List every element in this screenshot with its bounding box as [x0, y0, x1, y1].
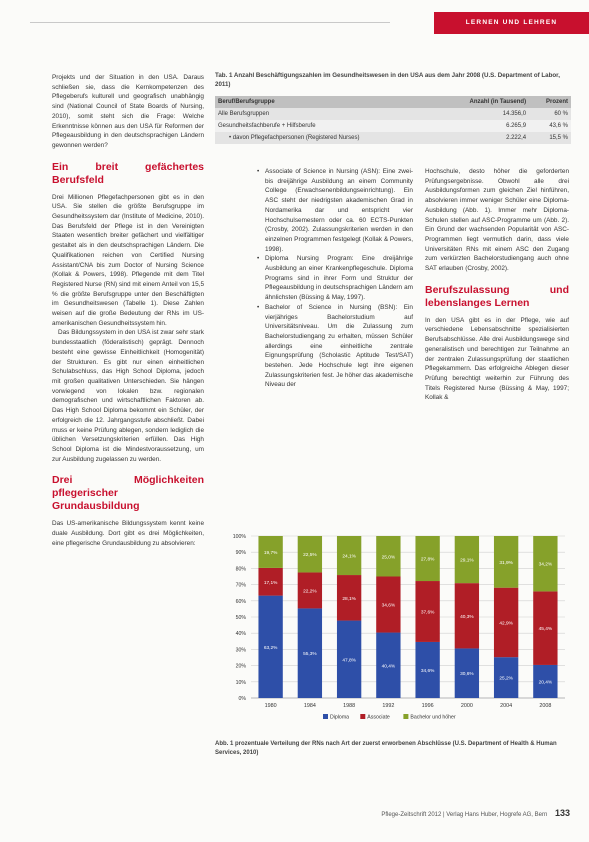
data-label: 20,4% [538, 680, 553, 686]
paragraph: Projekts und der Situation in den USA. Daraus schließen sie, dass die Kernkompetenzen des Pflegeberufs kulturell und geografisch unabhängig sind (National Council of State Boards of Nursing, 2010), somit steht sich die Frage: Welche Erkenntnisse können aus den USA für Reformen der Pflegeausbildung in den deutschsprachigen Ländern gewonnen werden? [52, 74, 204, 149]
x-tick-label: 2004 [500, 703, 513, 709]
legend-label: Diploma [330, 714, 350, 721]
legend-swatch [323, 714, 328, 719]
bullet-item: • Bachelor of Science in Nursing (BSN): Ein vierjähriges Bachelorstudium auf Universitätsniveau. Um die Zulassung zum Bachelorstudiengang zu erhalten, müssen Schüler allerdings eine einheitliche zentrale Eignungsprüfung (Scholastic Aptitude Test/SAT) bestehen. Jede Hochschule legt ihre eigenen Zulassungskriterien fest. Je höher das akademische Niveau der [257, 303, 413, 390]
data-label: 37,6% [420, 610, 435, 616]
table-cell: • davon Pflegefachpersonen (Registered Nurses) [215, 132, 436, 144]
x-tick-label: 1992 [382, 703, 395, 709]
employment-table [215, 96, 571, 144]
y-tick-label: 50% [235, 615, 246, 621]
data-label: 34,6% [420, 668, 435, 674]
y-tick-label: 0% [238, 696, 246, 702]
section-heading: Drei Möglichkeiten pflegerischer Grundausbildung [52, 474, 204, 513]
table-cell: 14.356,0 [436, 108, 530, 120]
data-label: 30,6% [460, 672, 474, 678]
section-heading: Ein breit gefächertes Berufsfeld [52, 160, 204, 186]
data-label: 34,6% [381, 603, 396, 609]
data-label: 25,2% [499, 676, 513, 682]
table-caption: Tab. 1 Anzahl Beschäftigungszahlen im Gesundheitswesen in den USA aus dem Jahr 2008 (U.S. Department of Labor, 2011) [215, 72, 560, 88]
data-label: 47,8% [342, 658, 356, 664]
table-cell: 60 % [529, 108, 571, 120]
data-label: 27,8% [420, 557, 435, 563]
data-label: 31,9% [499, 560, 513, 566]
page-footer [360, 808, 570, 818]
data-label: 22,2% [303, 589, 317, 595]
data-label: 22,5% [303, 553, 317, 559]
legend-swatch [360, 714, 365, 719]
bullet-item: • Diploma Nursing Program: Eine dreijährige Ausbildung an einer Krankenpflegeschule. Diploma Programs sind in ihrer Form und Struktur der Pflegeausbildung in deutschsprachigen Ländern am ähnlichsten (Büssing & May, 1997). [257, 254, 413, 303]
page-number: 133 [554, 808, 570, 818]
y-tick-label: 60% [235, 598, 246, 605]
data-label: 40,4% [381, 664, 396, 670]
y-tick-label: 70% [235, 582, 246, 589]
figure-chart [215, 528, 571, 728]
legend-swatch [403, 714, 408, 719]
data-label: 29,1% [460, 558, 474, 564]
table-cell: Alle Berufsgruppen [215, 108, 436, 120]
table-row [215, 108, 571, 120]
table-cell: 43,6 % [529, 120, 571, 132]
data-label: 40,3% [460, 614, 474, 620]
paragraph: Das Bildungssystem in den USA ist zwar sehr stark bundesstaatlich (föderalistisch) geprägt. Dennoch besteht eine gewisse Einheitlichkeit (Homogenität) der Strukturen. Es gibt nur einen einheitlichen Schulabschluss, das High School Diploma, jedoch mit großen qualitativen Unterschieden. Sie hängen vorwiegend von lokalen bzw. regionalen demografischen und wirtschaftlichen Faktoren ab. Das High School Diploma bekommt ein Schüler, der erfolgreich die 12. Jahrgangsstufe abschließt. Dabei muss er keine Prüfung ablegen, sondern lediglich die üblichen Versetzungskriterien erfüllen. Das High School Diploma ist die Mindestvoraussetzung, um zur Ausbildung zugelassen zu werden. [52, 329, 204, 463]
table-cell: Gesundheitsfachberufe + Hilfsberufe [215, 120, 436, 132]
paragraph: Drei Millionen Pflegefachpersonen gibt es in den USA. Sie stellen die größte Berufsgruppe im Gesundheitssystem dar (Institute of Medicine, 2010). Das Berufsfeld der Pflege ist in den Vereinigten Staaten wesentlich breiter gefächert und vielfältiger gestaltet als in den deutschsprachigen Ländern. Die Qualifikationen reichen von Certified Nursing Assistant/CNA bis zum Doctor of Nursing Science (Kollak & Powers, 1998). Pflegende mit dem Titel Registered Nurse (RN) sind mit einem Anteil von 15,5 % die größte Berufsgruppe unter den Beschäftigten im Gesundheitswesen (Tabelle 1). Diese Zahlen weisen auf die große Bedeutung der RNs im US-amerikanischen Gesundheitssystem hin. [52, 193, 204, 327]
table-cell-text: davon Pflegefachpersonen (Registered Nurses) [232, 135, 360, 141]
section-label: LERNEN UND LEHREN [465, 19, 558, 26]
y-tick-label: 40% [235, 631, 246, 638]
data-label: 55,3% [303, 652, 317, 658]
table-cell: 15,5 % [529, 132, 571, 144]
data-label: 25,0% [381, 555, 396, 561]
paragraph: In den USA gibt es in der Pflege, wie auf verschiedene Lebensabschnitte spezialisierten Berufsabschlüsse. Alle drei Ausbildungswege sind generalistisch und berechtigen zur Teilnahme an der zentralen Zulassungsprüfung der staatlichen Pflegekammern. Das erfolgreiche Ablegen dieser Prüfung berechtigt weiterhin zur Führung des Titels Registered Nurse (Büssing & May, 1997; Kollak & [425, 316, 569, 402]
y-tick-label: 10% [235, 679, 246, 686]
table-row [215, 120, 571, 132]
y-tick-label: 80% [235, 566, 246, 573]
data-label: 34,2% [538, 562, 553, 568]
figure-caption: Abb. 1 prozentuale Verteilung der RNs nach Art der zuerst erworbenen Abschlüsse (U.S. Department of Health & Human Services, 2010) [215, 741, 557, 756]
table-cell: 2.222,4 [436, 132, 530, 144]
table-header-cell: Beruf/Berufsgruppe [215, 96, 436, 108]
x-tick-label: 1988 [343, 703, 356, 709]
y-tick-label: 30% [235, 647, 246, 654]
section-tab [434, 12, 589, 34]
data-label: 45,4% [538, 627, 553, 633]
data-label: 17,1% [263, 580, 278, 586]
data-label: 24,1% [342, 554, 356, 560]
x-tick-label: 1996 [421, 703, 434, 709]
data-label: 63,2% [263, 645, 278, 651]
legend-label: Bachelor und höher [410, 714, 456, 721]
section-heading: Berufszulassung und lebenslanges Lernen [425, 283, 569, 309]
data-label: 42,9% [499, 621, 513, 627]
table-header-cell: Prozent [529, 96, 571, 108]
stacked-bar-chart [215, 528, 571, 728]
legend-label: Associate [367, 714, 390, 721]
data-label: 28,1% [342, 596, 356, 602]
x-tick-label: 1980 [264, 703, 277, 709]
y-tick-label: 20% [235, 663, 246, 670]
y-tick-label: 100% [232, 534, 246, 540]
x-tick-label: 2000 [460, 703, 473, 709]
header-rule [30, 22, 390, 23]
journal-reference: Pflege-Zeitschrift 2012 | Verlag Hans Huber, Hogrefe AG, Bern [381, 812, 548, 818]
column-left [52, 73, 204, 548]
column-middle [257, 167, 413, 390]
table-header-cell: Anzahl (in Tausend) [436, 96, 530, 108]
bullet-item: • Associate of Science in Nursing (ASN): Eine zwei- bis dreijährige Ausbildung an einem Community College (Erwachsenenbildungseinrichtung). Ein ASC steht der niedrigsten akademischen Grad in Nordamerika dar und entspricht vier Hochschulsemestern oder ca. 60 ECTS-Punkten (Crosby, 2002). Zulassungskriterien werden in den einzelnen Programmen festgelegt (Kollak & Powers, 1998). [257, 167, 413, 254]
table-cell: 6.265,9 [436, 120, 530, 132]
paragraph: Das US-amerikanische Bildungssystem kennt keine duale Ausbildung. Dort gibt es drei Möglichkeiten, eine pflegerische Grundausbildung zu absolvieren: [52, 520, 204, 547]
bullet-list [257, 167, 413, 390]
header-bar [0, 12, 589, 34]
x-tick-label: 2008 [539, 703, 552, 709]
x-tick-label: 1984 [303, 703, 316, 709]
y-tick-label: 90% [235, 550, 246, 557]
paragraph: Hochschule, desto höher die geforderten Prüfungsergebnisse. Obwohl alle drei Ausbildungsformen zum gleichen Ziel hinführen, absolvieren immer weniger Schüler eine Diploma-Ausbildung (Abb. 1). Immer mehr Diploma-Schulen stellen auf ASC-Programme um (Abb. 2). Ein Grund der wachsenden Popularität von ASC-Programmen liegt vermutlich darin, dass viele Universitäten RNs mit einem ASC den Zugang zum verkürzten Bachelorstudiengang auch ohne SAT erlauben (Crosby, 2002). [425, 168, 569, 273]
data-label: 19,7% [263, 550, 278, 556]
column-right [425, 167, 569, 403]
table-header-row [215, 96, 571, 108]
table-row [215, 132, 571, 144]
